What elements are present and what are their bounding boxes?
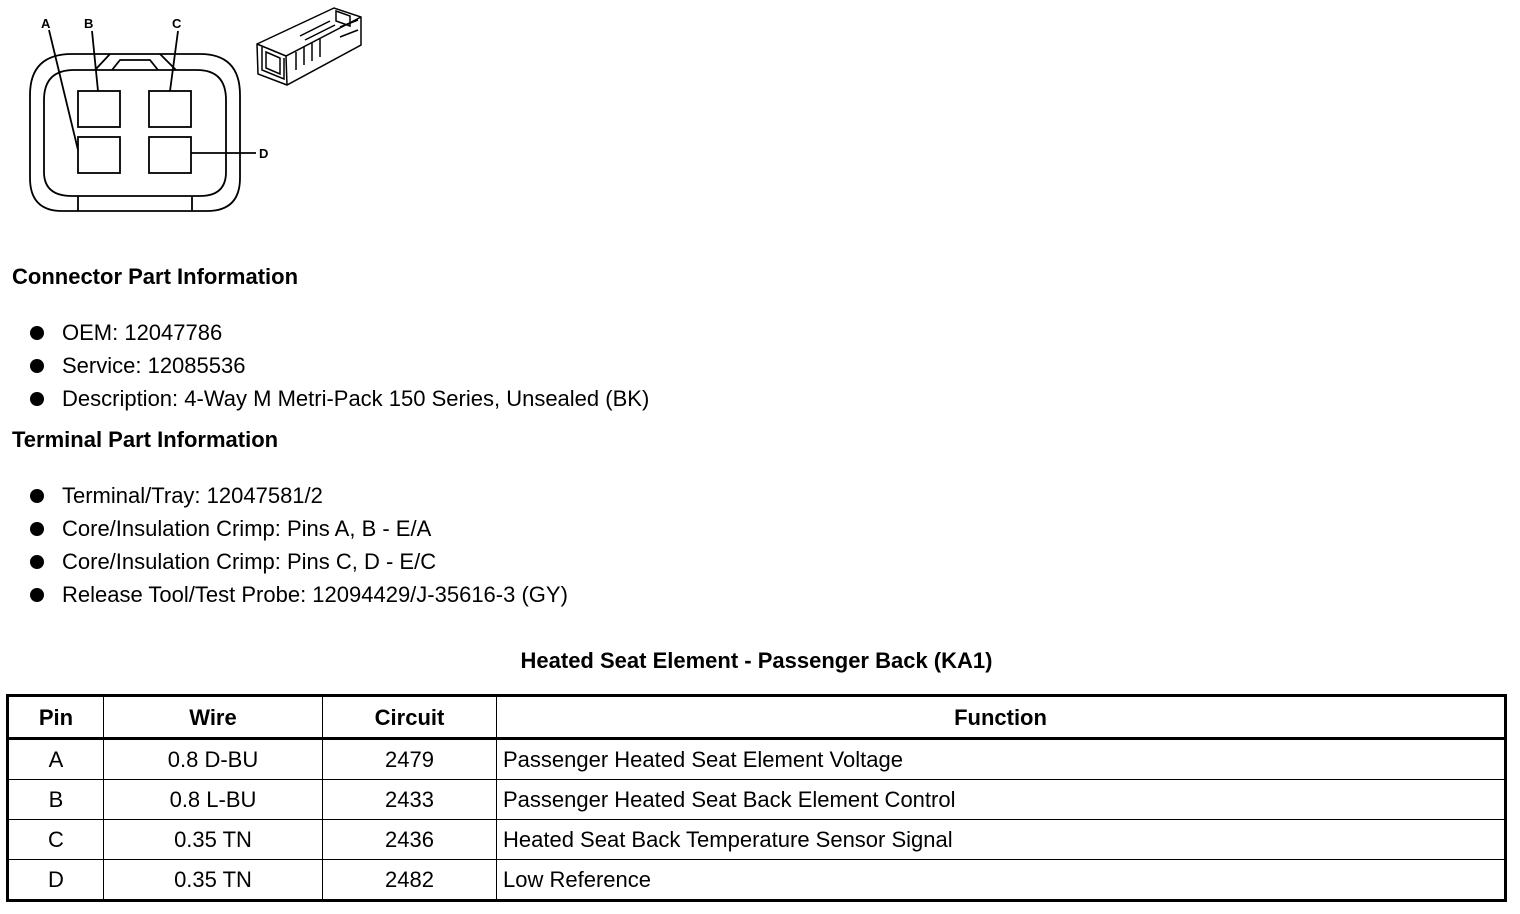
pin-label-d: D [259,146,269,161]
table-title: Heated Seat Element - Passenger Back (KA1) [520,648,993,673]
bullet-icon [30,359,44,373]
pin-label-b: B [84,16,94,31]
bullet-icon [30,588,44,602]
function-cell: Low Reference [497,860,1506,901]
bullet-icon [30,555,44,569]
bullet-icon [30,326,44,340]
function-cell: Passenger Heated Seat Back Element Control [497,780,1506,820]
wire-cell: 0.8 D-BU [104,739,323,780]
leader-c [170,31,178,91]
bullet-icon [30,522,44,536]
cavity-d [149,137,191,173]
table-row [8,820,1506,860]
circuit-cell: 2436 [323,820,497,860]
column-header-pin: Pin [8,696,104,739]
column-header-function: Function [497,696,1506,739]
connector-part-heading: Connector Part Information [12,264,299,289]
cavity-a [78,137,120,173]
connector-illustration [257,8,361,85]
pin-label-a: A [41,16,51,31]
pin-cell: C [8,820,104,860]
connector-housing-outer [30,54,240,211]
bullet-icon [30,489,44,503]
pin-label-c: C [172,16,182,31]
circuit-cell: 2479 [323,739,497,780]
wire-cell: 0.8 L-BU [104,780,323,820]
table-header-row [8,696,1506,739]
table-row [8,739,1506,780]
terminal-part-heading: Terminal Part Information [12,427,279,452]
connector-diagram [0,0,400,230]
function-cell: Heated Seat Back Temperature Sensor Signal [497,820,1506,860]
circuit-cell: 2482 [323,860,497,901]
pin-cell: B [8,780,104,820]
pin-cell: A [8,739,104,780]
cavity-b [78,91,120,127]
table-row [8,780,1506,820]
wire-cell: 0.35 TN [104,820,323,860]
pin-table [6,694,1507,902]
pin-cell: D [8,860,104,901]
leader-b [92,31,98,91]
function-cell: Passenger Heated Seat Element Voltage [497,739,1506,780]
table-row [8,860,1506,901]
bullet-icon [30,392,44,406]
cavity-c [149,91,191,127]
circuit-cell: 2433 [323,780,497,820]
wire-cell: 0.35 TN [104,860,323,901]
connector-housing-inner [44,70,226,196]
leader-a [49,30,78,150]
column-header-wire: Wire [104,696,323,739]
column-header-circuit: Circuit [323,696,497,739]
